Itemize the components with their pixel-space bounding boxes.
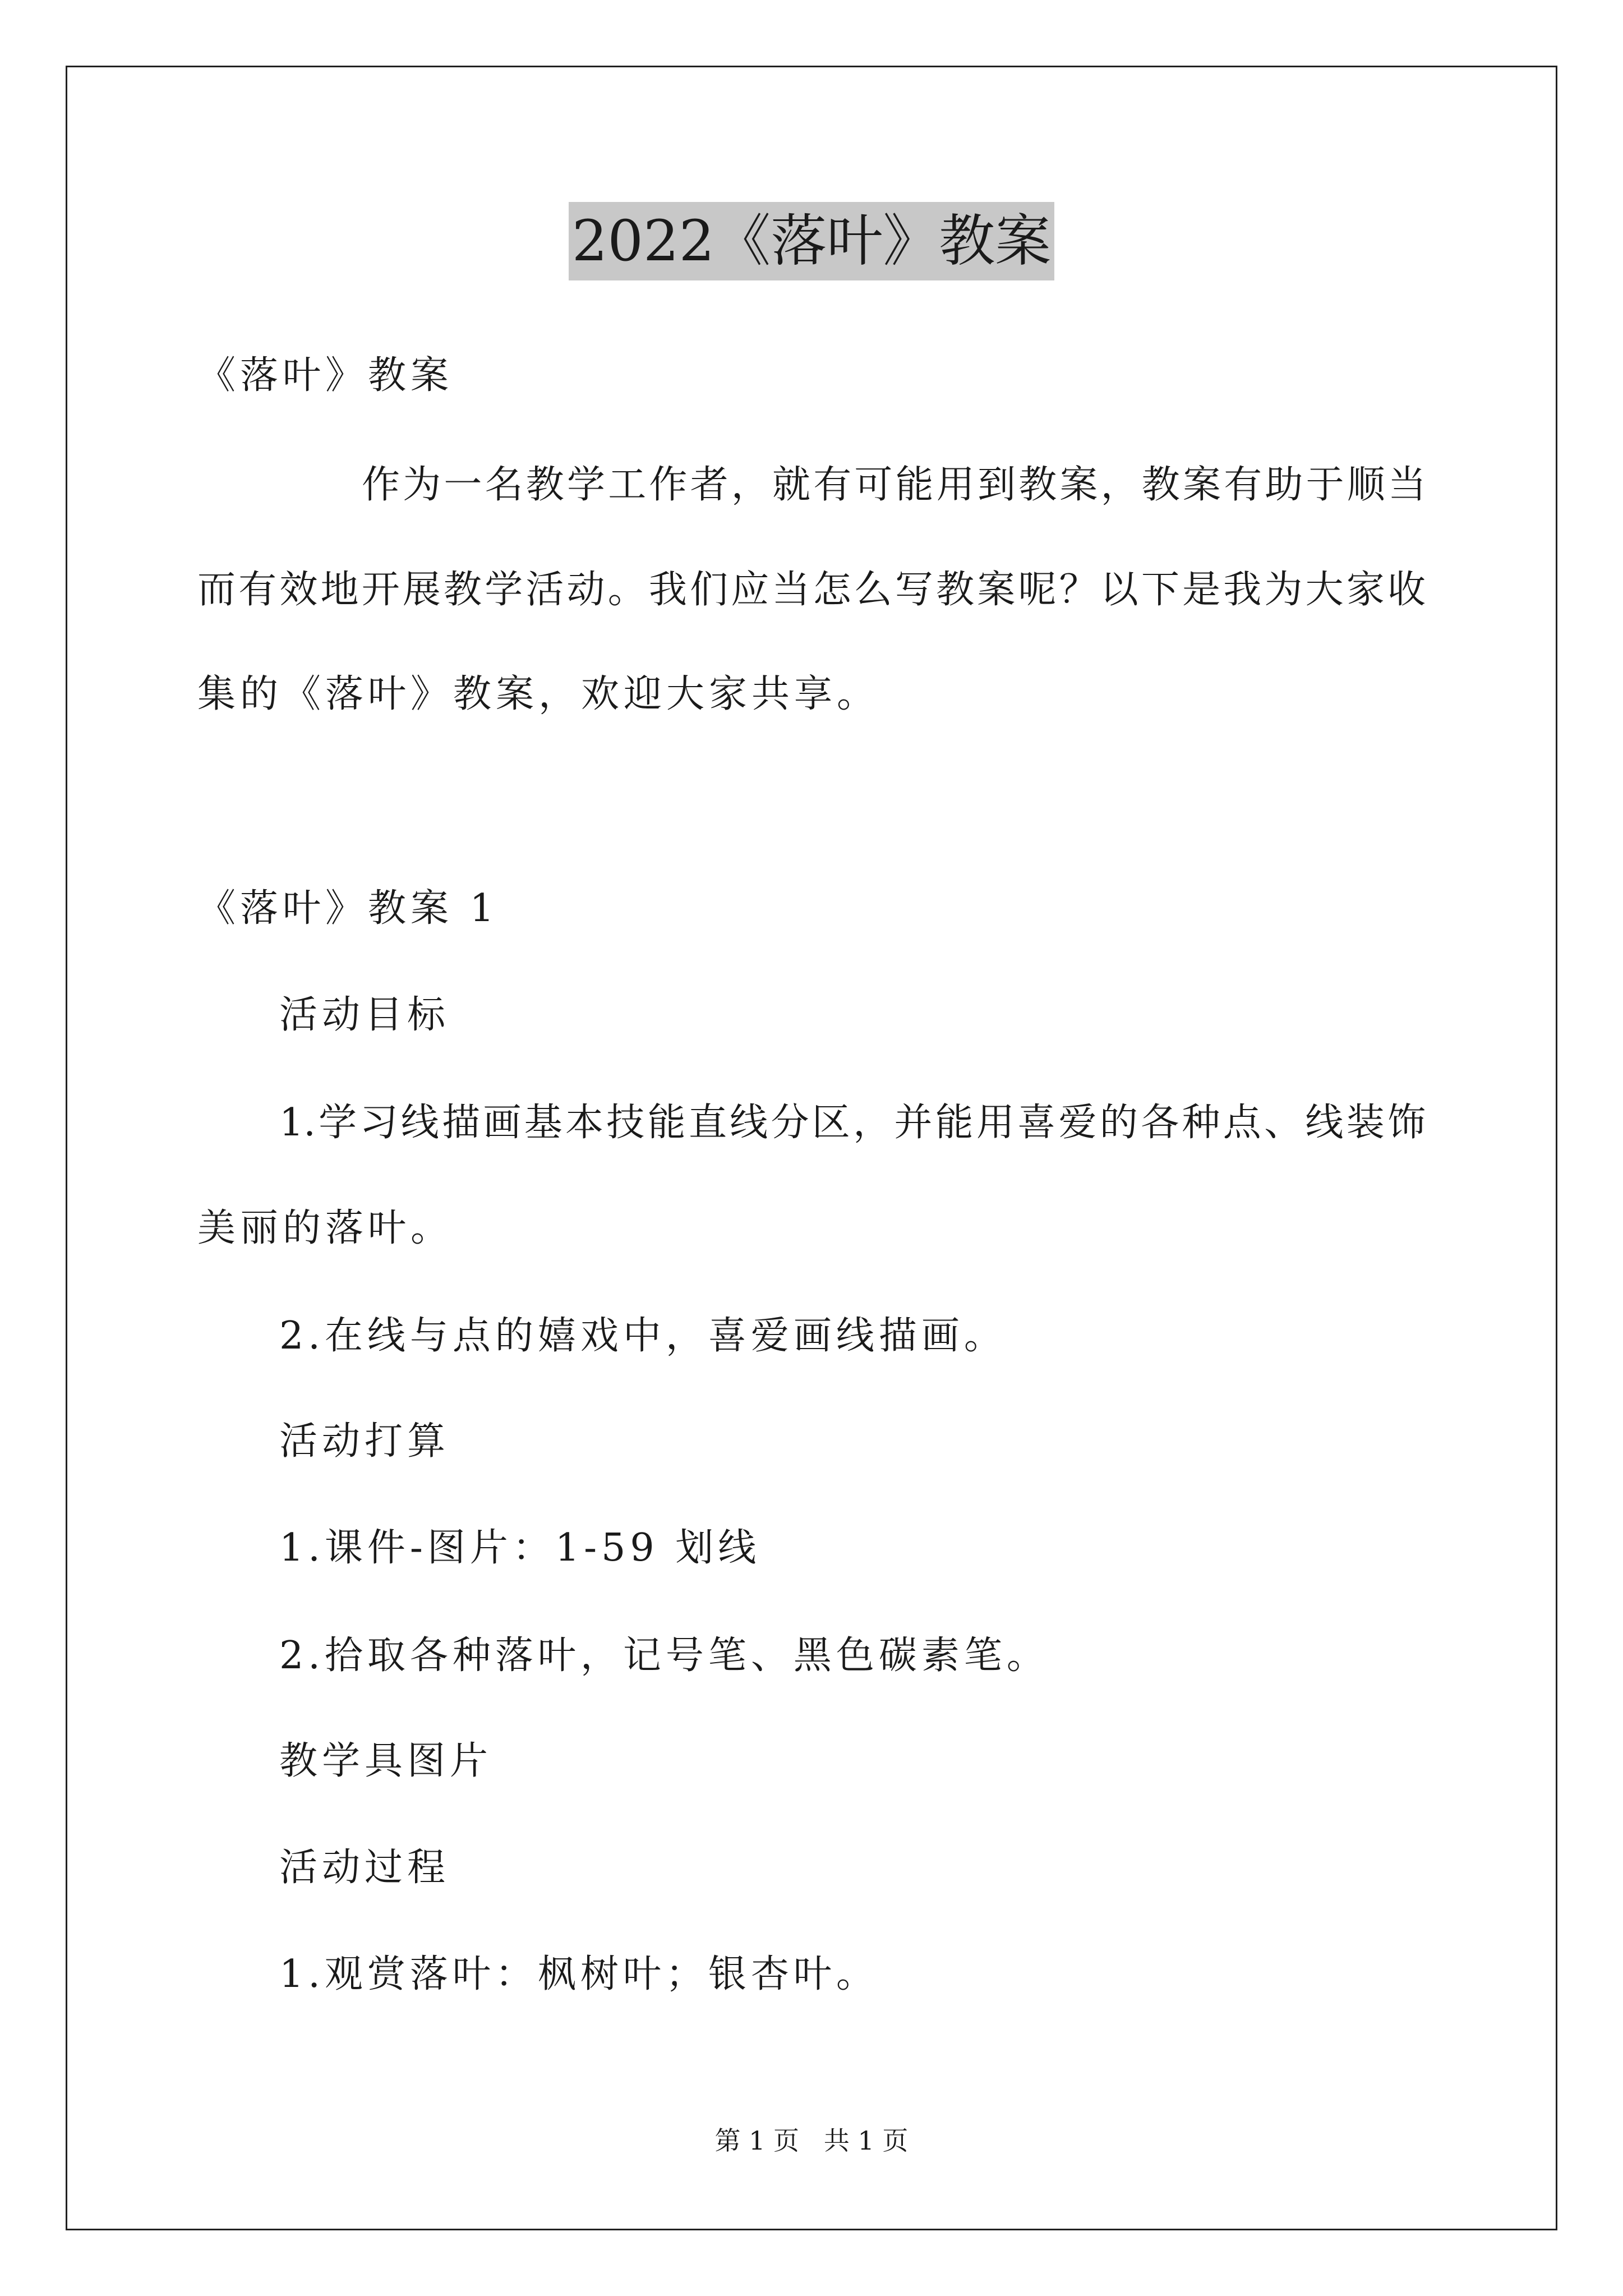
goal-2: 2.在线与点的嬉戏中，喜爱画线描画。 [279, 1314, 1007, 1358]
section-heading: 《落叶》教案 1 [197, 886, 499, 931]
goal-1-line-1: 1.学习线描画基本技能直线分区，并能用喜爱的各种点、线装饰 [279, 1101, 1426, 1145]
heading-prep: 活动打算 [279, 1419, 450, 1464]
process-1: 1.观赏落叶：枫树叶；银杏叶。 [279, 1952, 879, 1996]
heading-process: 活动过程 [279, 1846, 450, 1890]
title-container [0, 202, 1623, 280]
document-title: 2022《落叶》教案 [569, 202, 1055, 280]
teaching-aids: 教学具图片 [279, 1739, 493, 1783]
intro-line-3: 集的《落叶》教案，欢迎大家共享。 [197, 672, 880, 716]
intro-line-1: 作为一名教学工作者，就有可能用到教案，教案有助于顺当 [362, 463, 1426, 507]
page-footer: 第 1 页 共 1 页 [714, 2125, 909, 2156]
prep-1: 1.课件-图片：1-59 划线 [279, 1526, 761, 1570]
goal-1-line-2: 美丽的落叶。 [197, 1206, 454, 1250]
prep-2: 2.拾取各种落叶，记号笔、黑色碳素笔。 [279, 1634, 1049, 1678]
heading-goal: 活动目标 [279, 993, 450, 1037]
document-subtitle: 《落叶》教案 [197, 353, 454, 398]
intro-line-2: 而有效地开展教学活动。我们应当怎么写教案呢？以下是我为大家收 [197, 568, 1426, 612]
